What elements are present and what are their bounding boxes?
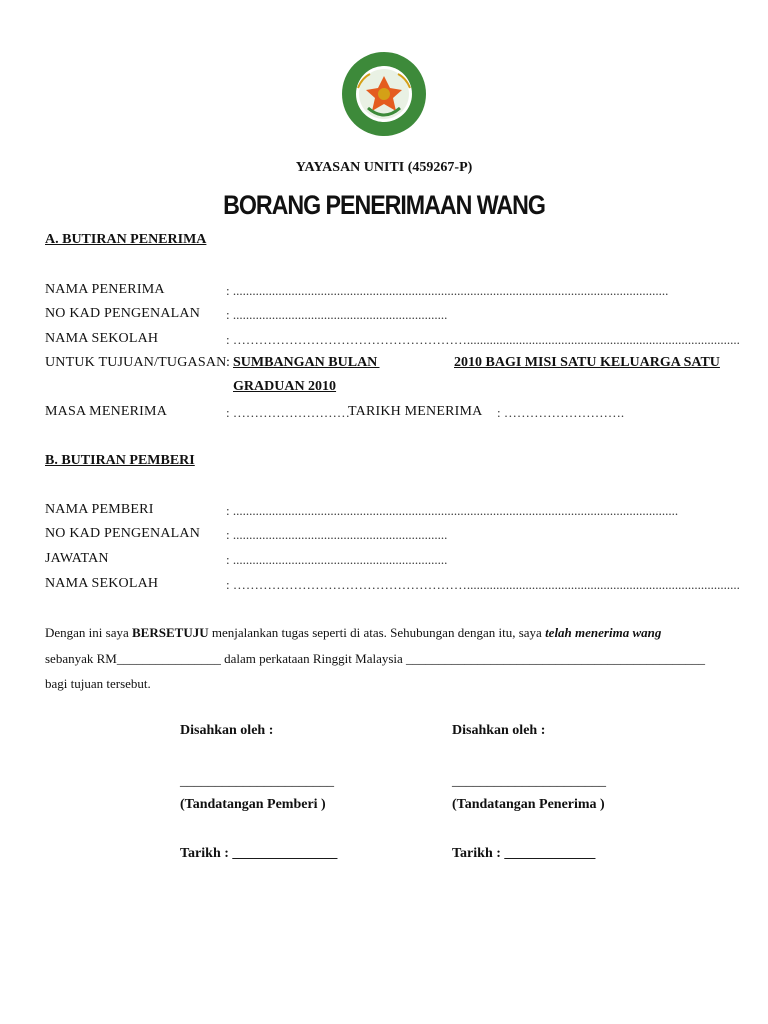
label-no-kad-penerima: NO KAD PENGENALAN [45, 306, 201, 321]
left-date-field[interactable]: Tarikh : _______________ [180, 846, 338, 861]
value-nama-sekolah-penerima[interactable]: : ……………………………………………….................................................................................... [226, 332, 740, 347]
label-tarikh-menerima: TARIKH MENERIMA [348, 404, 483, 419]
declaration-line-1 [45, 625, 661, 641]
label-nama-pemberi: NAMA PEMBERI [45, 502, 154, 517]
left-signature-caption: (Tandatangan Pemberi ) [180, 797, 326, 812]
value-nama-sekolah-pemberi[interactable]: : ……………………………………………….................................................................................... [226, 577, 740, 592]
purpose-month-blank[interactable] [376, 355, 454, 371]
value-no-kad-penerima[interactable]: : .................................................................. [226, 307, 448, 322]
label-no-kad-pemberi: NO KAD PENGENALAN [45, 526, 201, 541]
declaration-text-a: Dengan ini saya [45, 625, 133, 640]
value-nama-pemberi[interactable]: : ......................................................................................................................................... [226, 503, 679, 518]
declaration-text-c: menjalankan tugas seperti di atas. Sehubungan dengan itu, saya [208, 625, 546, 640]
label-masa-menerima: MASA MENERIMA [45, 404, 168, 419]
value-tarikh-menerima[interactable]: : ………………………. [497, 405, 625, 420]
purpose-text-line2: GRADUAN 2010 [233, 379, 337, 394]
form-title: BORANG PENERIMAAN WANG [223, 190, 545, 220]
tujuan-colon: : [226, 355, 230, 370]
label-jawatan: JAWATAN [45, 551, 109, 566]
value-masa-menerima[interactable]: : ……………………… [226, 405, 350, 420]
left-signature-line[interactable]: ______________________ [180, 774, 334, 789]
label-nama-sekolah-penerima: NAMA SEKOLAH [45, 331, 159, 346]
value-jawatan[interactable]: : .................................................................. [226, 552, 448, 567]
right-signature-line[interactable]: ______________________ [452, 774, 606, 789]
right-date-field[interactable]: Tarikh : _____________ [452, 846, 596, 861]
section-a-title: A. BUTIRAN PENERIMA [45, 232, 207, 247]
declaration-received: telah menerima wang [545, 625, 662, 640]
declaration-line-2[interactable]: sebanyak RM________________ dalam perkataan Ringgit Malaysia ______________________________________________ [45, 651, 706, 666]
section-b-title: B. BUTIRAN PEMBERI [45, 453, 195, 468]
label-tujuan: UNTUK TUJUAN/TUGASAN [45, 355, 227, 370]
foundation-logo [338, 48, 430, 140]
value-nama-penerima[interactable]: : ...................................................................................................................................... [226, 283, 669, 298]
purpose-text-part2: 2010 BAGI MISI SATU KELUARGA SATU [454, 355, 720, 370]
right-signature-caption: (Tandatangan Penerima ) [452, 797, 605, 812]
label-nama-penerima: NAMA PENERIMA [45, 282, 165, 297]
declaration-line-3: bagi tujuan tersebut. [45, 676, 151, 691]
purpose-text-part1: SUMBANGAN BULAN [233, 355, 378, 370]
value-no-kad-pemberi[interactable]: : .................................................................. [226, 527, 448, 542]
left-approved-by: Disahkan oleh : [180, 723, 274, 738]
declaration-agree: BERSETUJU [132, 625, 209, 640]
label-nama-sekolah-pemberi: NAMA SEKOLAH [45, 576, 159, 591]
right-approved-by: Disahkan oleh : [452, 723, 546, 738]
org-name: YAYASAN UNITI (459267-P) [295, 160, 473, 175]
